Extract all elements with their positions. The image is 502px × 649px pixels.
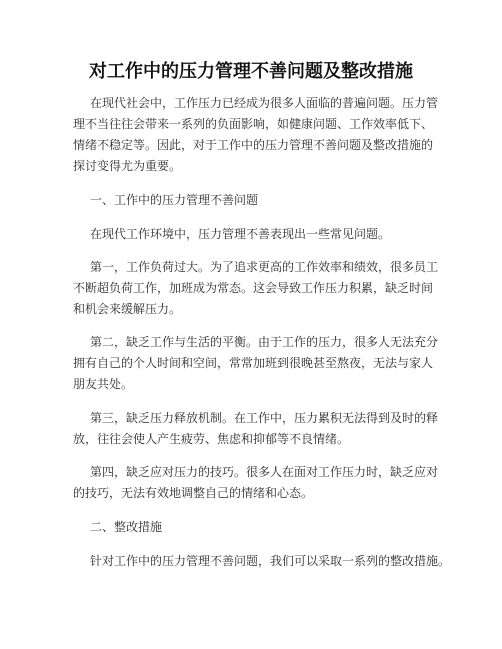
- point2-line-2: 拥有自己的个人时间和空间，常常加班到很晚甚至熬夜，无法与家人: [73, 356, 434, 370]
- point2-line-1: 第二，缺乏工作与生活的平衡。由于工作的压力，很多人无法充分: [90, 335, 439, 349]
- point2-line-3: 朋友共处。: [73, 377, 134, 391]
- point1-line-1: 第一，工作负荷过大。为了追求更高的工作效率和绩效，很多员工: [90, 260, 439, 274]
- section1-heading: 一、工作中的压力管理不善问题: [90, 193, 259, 207]
- point3-line-2: 放，往往会使人产生疲劳、焦虑和抑郁等不良情绪。: [73, 432, 350, 446]
- document-title: 对工作中的压力管理不善问题及整改措施: [89, 61, 413, 82]
- intro-line-4: 探讨变得尤为重要。: [73, 159, 182, 173]
- point1-line-3: 和机会来缓解压力。: [73, 302, 182, 316]
- point4-line-1: 第四，缺乏应对压力的技巧。很多人在面对工作压力时，缺乏应对: [90, 465, 439, 479]
- intro-line-1: 在现代社会中，工作压力已经成为很多人面临的普遍问题。压力管: [90, 96, 439, 110]
- point3-line-1: 第三，缺乏压力释放机制。在工作中，压力累积无法得到及时的释: [90, 411, 439, 425]
- section1-intro: 在现代工作环境中，压力管理不善表现出一些常见问题。: [90, 227, 391, 241]
- section2-intro: 针对工作中的压力管理不善问题，我们可以采取一系列的整改措施。: [90, 554, 451, 568]
- intro-line-3: 情绪不稳定等。因此，对于工作中的压力管理不善问题及整改措施的: [73, 138, 434, 152]
- point1-line-2: 不断超负荷工作，加班成为常态。这会导致工作压力积累，缺乏时间: [73, 281, 434, 295]
- section2-heading: 二、整改措施: [90, 520, 163, 534]
- point4-line-2: 的技巧，无法有效地调整自己的情绪和心态。: [73, 486, 314, 500]
- intro-line-2: 理不当往往会带来一系列的负面影响，如健康问题、工作效率低下、: [73, 117, 434, 131]
